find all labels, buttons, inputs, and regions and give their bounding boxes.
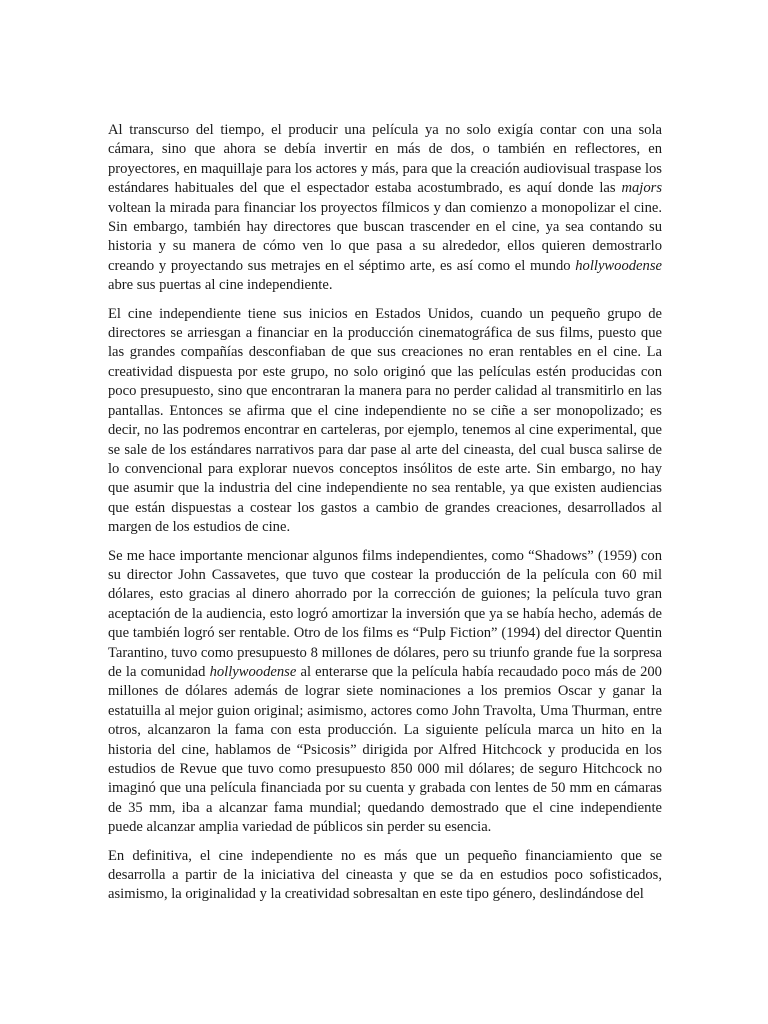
italic-term-hollywoodense: hollywoodense	[575, 257, 662, 274]
paragraph-segment: voltean la mirada para financiar los proyectos fílmicos y dan comienzo a monopolizar el cine. Sin embargo, también hay directores que buscan trascender en el cine, ya sea contando su historia y su manera de cómo ven lo que pasa a su alrededor, ellos quieren demostrarlo creando y proyectando sus metrajes en el séptimo arte, es así como el mundo	[108, 199, 662, 274]
italic-term-hollywoodense: hollywoodense	[209, 663, 297, 680]
paragraph-segment: En definitiva, el cine independiente no es más que un pequeño financiamiento que se desarrolla a partir de la iniciativa del cineasta y que se da en estudios poco sofisticados, asimismo, la originalidad y la creatividad sobresaltan en este tipo género, deslindándose del	[108, 847, 662, 903]
paragraph-origins	[108, 305, 662, 538]
paragraph-conclusion	[108, 847, 662, 905]
italic-term-majors: majors	[621, 180, 662, 197]
paragraph-segment: al enterarse que la película había recaudado poco más de 200 millones de dólares además de lograr siete nominaciones a los premios Oscar y ganar la estatuilla al mejor guion original; asimismo, actores como John Travolta, Uma Thurman, entre otros, alcanzaron la fama con esta producción. La siguiente película marca un hito en la historia del cine, hablamos de “Psicosis” dirigida por Alfred Hitchcock y producida en los estudios de Revue que tuvo como presupuesto 850 000 mil dólares; de seguro Hitchcock no imaginó que una película financiada por su cuenta y grabada con lentes de 50 mm en cámaras de 35 mm, iba a alcanzar fama mundial; quedando demostrado que el cine independiente puede alcanzar amplia variedad de públicos sin perder su esencia.	[108, 663, 662, 836]
paragraph-segment: Se me hace importante mencionar algunos films independientes, como “Shadows” (1959) con su director John Cassavetes, que tuvo que costear la producción de la película con 60 mil dólares, esto gracias al dinero ahorrado por la corrección de guiones; la película tuvo gran aceptación de la audiencia, esto logró amortizar la inversión que ya se había hecho, además de que también logró ser rentable. Otro de los films es “Pulp Fiction” (1994) del director Quentin Tarantino, tuvo como presupuesto 8 millones de dólares, pero su triunfo grande fue la sorpresa de la comunidad	[108, 547, 662, 680]
paragraph-segment: El cine independiente tiene sus inicios en Estados Unidos, cuando un pequeño grupo de directores se arriesgan a financiar en la producción cinematográfica de sus films, puesto que las grandes compañías desconfiaban de que sus creaciones no eran rentables en el cine. La creatividad dispuesta por este grupo, no solo originó que las películas estén producidas con poco presupuesto, sino que encontraran la manera para no perder calidad al transmitirlo en las pantallas. Entonces se afirma que el cine independiente no se ciñe a ser monopolizado; es decir, no las podremos encontrar en carteleras, por ejemplo, tenemos al cine experimental, que se sale de los estándares narrativos para dar pase al arte del cineasta, del cual busca salirse de lo convencional para explorar nuevos conceptos insólitos de este arte. Sin embargo, no hay que asumir que la industria del cine independiente no sea rentable, ya que existen audiencias que están dispuestas a costear los gastos a cambio de grandes creaciones, desarrollados al margen de los estudios de cine.	[108, 305, 662, 536]
paragraph-intro	[108, 121, 662, 296]
paragraph-segment: abre sus puertas al cine independiente.	[108, 277, 333, 294]
document-page	[108, 121, 662, 914]
paragraph-examples	[108, 547, 662, 838]
paragraph-segment: Al transcurso del tiempo, el producir una película ya no solo exigía contar con una sola cámara, sino que ahora se debía invertir en más de dos, o también en reflectores, en proyectores, en maquillaje para los actores y más, para que la creación audiovisual traspase los estándares habituales del que el espectador estaba acostumbrado, es aquí donde las	[108, 122, 662, 197]
